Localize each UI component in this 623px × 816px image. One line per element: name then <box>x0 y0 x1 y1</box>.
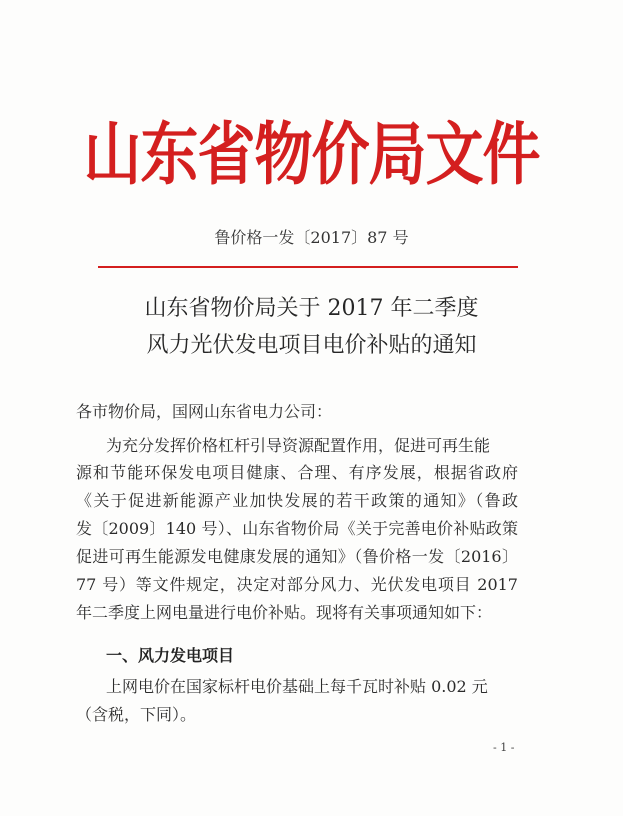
document-masthead: 山东省物价局文件 <box>83 114 540 195</box>
body-line: 《关于促进新能源产业加快发展的若干政策的通知》（鲁政 <box>76 491 518 510</box>
notice-title-line-2: 风力光伏发电项目电价补贴的通知 <box>146 333 477 358</box>
body-line: 促进可再生能源发电健康发展的通知》（鲁价格一发〔2016〕 <box>76 547 518 566</box>
notice-title-line-1: 山东省物价局关于 2017 年二季度 <box>144 296 479 321</box>
body-line: 发〔2009〕140 号）、山东省物价局《关于完善电价补贴政策 <box>76 519 518 538</box>
section-heading-wind-power: 一、风力发电项目 <box>106 646 235 665</box>
body-line: 77 号）等文件规定，决定对部分风力、光伏发电项目 2017 <box>76 575 518 594</box>
salutation: 各市物价局，国网山东省电力公司： <box>76 402 333 421</box>
section-text-line: 上网电价在国家标杆电价基础上每千瓦时补贴 0.02 元 <box>106 677 488 696</box>
body-line: 为充分发挥价格杠杆引导资源配置作用，促进可再生能 <box>106 436 491 455</box>
red-divider-line <box>98 266 518 268</box>
page-number: - 1 - <box>493 741 515 754</box>
section-text-line: （含税，下同）。 <box>76 705 197 724</box>
body-line: 年二季度上网电量进行电价补贴。现将有关事项通知如下： <box>76 603 493 622</box>
document-number: 鲁价格一发〔2017〕87 号 <box>214 228 409 247</box>
body-line: 源和节能环保发电项目健康、合理、有序发展，根据省政府 <box>76 463 518 482</box>
